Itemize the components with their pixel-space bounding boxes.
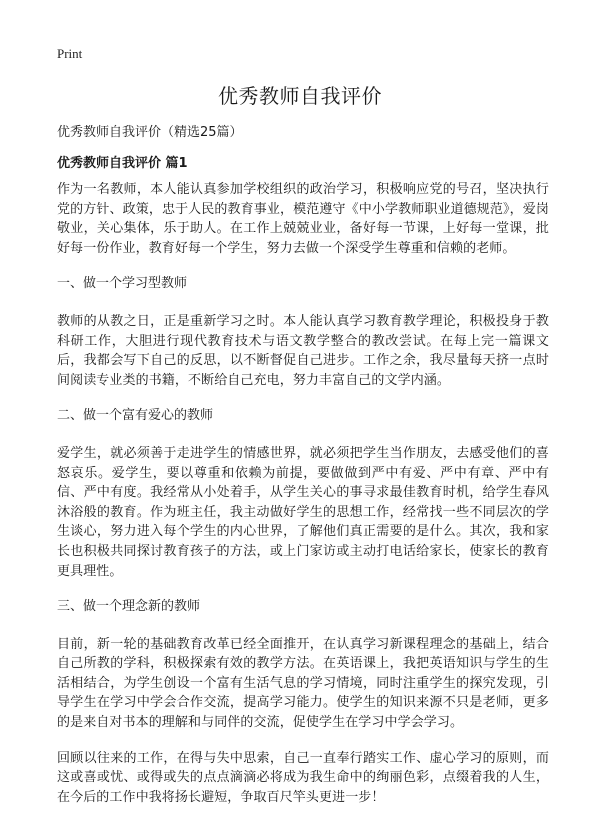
paragraph-learning-teacher: 教师的从教之日，正是重新学习之时。本人能认真学习教育教学理论，积极投身于教科研工作，大胆进行现代教育技术与语文教学整合的教改尝试。在每上完一篇课文后，我都会写下自己的反思，以不断督促自己进步。工作之余，我尽量每天挤一点时间阅读专业类的书籍，不断给自己充电，努力丰富自己的文学内涵。 bbox=[57, 313, 549, 388]
subheading-new-ideas-teacher: 三、做一个理念新的教师 bbox=[57, 599, 201, 615]
page-title: 优秀教师自我评价 bbox=[218, 84, 382, 108]
section-heading: 优秀教师自我评价 篇1 bbox=[57, 156, 188, 171]
subheading-learning-teacher: 一、做一个学习型教师 bbox=[57, 276, 188, 292]
document-subtitle: 优秀教师自我评价（精选25篇） bbox=[57, 125, 243, 140]
print-link[interactable]: Print bbox=[57, 46, 83, 61]
subheading-caring-teacher: 二、做一个富有爱心的教师 bbox=[57, 408, 214, 424]
intro-paragraph: 作为一名教师，本人能认真参加学校组织的政治学习，积极响应党的号召，坚决执行党的方针、政策，忠于人民的教育事业，模范遵守《中小学教师职业道德规范》，爱岗敬业，关心集体，乐于助人。在工作上兢兢业业，备好每一节课，上好每一堂课，批好每一份作业，教育好每一个学生，努力去做一个深受学生尊重和信赖的老师。 bbox=[57, 182, 549, 256]
paragraph-conclusion: 回顾以往来的工作，在得与失中思索，自己一直奉行踏实工作、虚心学习的原则，而这或喜或忧、或得或失的点点滴滴必将成为我生命中的绚丽色彩，点缀着我的人生，在今后的工作中我将扬长避短，争取百尺竿头更进一步！ bbox=[57, 750, 549, 805]
document-body bbox=[57, 180, 549, 823]
paragraph-caring-teacher: 爱学生，就必须善于走进学生的情感世界，就必须把学生当作朋友，去感受他们的喜怒哀乐。爱学生，要以尊重和依赖为前提，要做做到严中有爱、严中有章、严中有信、严中有度。我经常从小处着手，从学生关心的事寻求最佳教育时机，给学生春风沐浴般的教育。作为班主任，我主动做好学生的思想工作，经常找一些不同层次的学生谈心，努力进入每个学生的内心世界，了解他们真正需要的是什么。其次，我和家长也积极共同探讨教育孩子的方法，或上门家访或主动打电话给家长，使家长的教育更具理性。 bbox=[57, 445, 549, 579]
paragraph-new-ideas-teacher: 目前，新一轮的基础教育改革已经全面推开，在认真学习新课程理念的基础上，结合自己所教的学科，积极探索有效的教学方法。在英语课上，我把英语知识与学生的生活相结合，为学生创设一个富有生活气息的学习情境，同时注重学生的探究发现，引导学生在学习中学会合作交流，提高学习能力。使学生的知识来源不只是老师，更多的是来自对书本的理解和与同伴的交流，促使学生在学习中学会学习。 bbox=[57, 636, 549, 731]
